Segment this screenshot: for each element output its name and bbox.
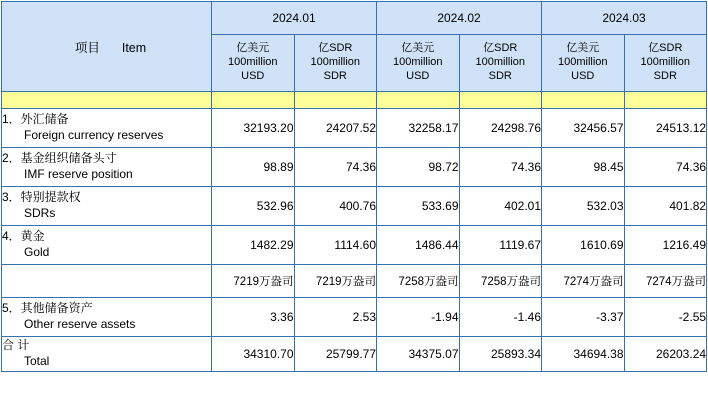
row-label bbox=[2, 298, 212, 337]
header-month-1: 2024.01 bbox=[212, 2, 377, 35]
spacer-cell bbox=[542, 92, 625, 109]
row-label-cn: 3．特别提款权 bbox=[2, 190, 81, 205]
row-label-cn: 5．其他储备资产 bbox=[2, 301, 93, 316]
cell-value: 98.45 bbox=[542, 148, 625, 187]
row-label bbox=[2, 226, 212, 265]
reserve-assets-table bbox=[1, 1, 707, 372]
cell-value: 98.89 bbox=[212, 148, 295, 187]
header-unit-en2: SDR bbox=[323, 69, 347, 82]
header-month-2: 2024.02 bbox=[377, 2, 542, 35]
cell-value: 2.53 bbox=[294, 298, 377, 337]
spacer-cell bbox=[377, 92, 460, 109]
cell-value: 1610.69 bbox=[542, 226, 625, 265]
row-label-cn: 1．外汇储备 bbox=[2, 112, 69, 127]
table-row bbox=[2, 226, 707, 265]
row-label-total bbox=[2, 337, 212, 372]
header-unit-en1: 100million bbox=[310, 56, 361, 69]
header-unit-en1: 100million bbox=[640, 56, 691, 69]
cell-value: 32456.57 bbox=[542, 109, 625, 148]
header-unit-en1: 100million bbox=[393, 56, 443, 69]
cell-value: 24513.12 bbox=[624, 109, 707, 148]
cell-value: 7274万盎司 bbox=[542, 265, 625, 298]
cell-value: 74.36 bbox=[294, 148, 377, 187]
row-label bbox=[2, 109, 212, 148]
spacer-row-highlight bbox=[2, 92, 707, 109]
header-unit-cell bbox=[212, 35, 295, 92]
row-label-cn: 合 计 bbox=[2, 338, 30, 353]
cell-value: 32193.20 bbox=[212, 109, 295, 148]
cell-value: 532.03 bbox=[542, 187, 625, 226]
spacer-cell bbox=[212, 92, 295, 109]
row-label-empty bbox=[2, 265, 212, 298]
cell-value: 7274万盎司 bbox=[624, 265, 707, 298]
cell-value: 7219万盎司 bbox=[294, 265, 377, 298]
cell-value: 401.82 bbox=[624, 187, 707, 226]
spacer-cell bbox=[294, 92, 377, 109]
cell-value: 400.76 bbox=[294, 187, 377, 226]
cell-value: 1216.49 bbox=[624, 226, 707, 265]
cell-value: -2.55 bbox=[624, 298, 707, 337]
table-row bbox=[2, 148, 707, 187]
header-cell-item bbox=[2, 2, 212, 92]
header-unit-cn: 亿SDR bbox=[483, 42, 518, 55]
table-row bbox=[2, 298, 707, 337]
header-unit-en1: 100million bbox=[558, 56, 608, 69]
header-row-months bbox=[2, 2, 707, 35]
cell-value: 3.36 bbox=[212, 298, 295, 337]
cell-value: 24207.52 bbox=[294, 109, 377, 148]
cell-value: -1.94 bbox=[377, 298, 460, 337]
cell-value: 26203.24 bbox=[624, 337, 707, 372]
row-label-cn: 2．基金组织储备头寸 bbox=[2, 151, 117, 166]
cell-value: 7258万盎司 bbox=[459, 265, 542, 298]
cell-value: 1114.60 bbox=[294, 226, 377, 265]
header-unit-cell bbox=[459, 35, 542, 92]
row-label-en: IMF reserve position bbox=[24, 167, 133, 181]
row-label bbox=[2, 148, 212, 187]
row-label-cn: 4．黄金 bbox=[2, 229, 45, 244]
cell-value: 74.36 bbox=[459, 148, 542, 187]
cell-value: -3.37 bbox=[542, 298, 625, 337]
cell-value: 34310.70 bbox=[212, 337, 295, 372]
row-label-en: Gold bbox=[24, 245, 50, 259]
header-unit-en2: SDR bbox=[653, 69, 677, 82]
cell-value: 1486.44 bbox=[377, 226, 460, 265]
header-month-3: 2024.03 bbox=[542, 2, 707, 35]
header-unit-en2: USD bbox=[406, 69, 430, 82]
cell-value: 533.69 bbox=[377, 187, 460, 226]
header-item-cn: 项目 bbox=[74, 40, 100, 55]
cell-value: 7258万盎司 bbox=[377, 265, 460, 298]
cell-value: 24298.76 bbox=[459, 109, 542, 148]
header-unit-cell bbox=[294, 35, 377, 92]
header-unit-cn: 亿SDR bbox=[648, 42, 683, 55]
cell-value: 34694.38 bbox=[542, 337, 625, 372]
spacer-cell bbox=[624, 92, 707, 109]
cell-value: 402.01 bbox=[459, 187, 542, 226]
cell-value: 74.36 bbox=[624, 148, 707, 187]
spacer-cell bbox=[2, 92, 212, 109]
header-unit-cell bbox=[542, 35, 625, 92]
row-label-en: Foreign currency reserves bbox=[24, 128, 164, 142]
header-unit-en2: SDR bbox=[488, 69, 512, 82]
header-unit-en2: USD bbox=[241, 69, 265, 82]
row-label-en: Total bbox=[24, 354, 50, 368]
header-unit-en1: 100million bbox=[227, 56, 278, 69]
cell-value: 1119.67 bbox=[459, 226, 542, 265]
cell-value: 25893.34 bbox=[459, 337, 542, 372]
table-row bbox=[2, 109, 707, 148]
header-unit-cell bbox=[377, 35, 460, 92]
spacer-cell bbox=[459, 92, 542, 109]
row-label-en: SDRs bbox=[24, 206, 56, 220]
cell-value: 98.72 bbox=[377, 148, 460, 187]
table-row bbox=[2, 187, 707, 226]
header-unit-cn: 亿美元 bbox=[401, 42, 435, 55]
header-unit-cell bbox=[624, 35, 707, 92]
header-unit-en2: USD bbox=[571, 69, 595, 82]
header-unit-cn: 亿SDR bbox=[318, 42, 353, 55]
cell-value: 7219万盎司 bbox=[212, 265, 295, 298]
row-label-en: Other reserve assets bbox=[24, 317, 136, 331]
cell-value: 25799.77 bbox=[294, 337, 377, 372]
table-row-gold-weight bbox=[2, 265, 707, 298]
header-unit-cn: 亿美元 bbox=[236, 42, 270, 55]
header-unit-cn: 亿美元 bbox=[566, 42, 600, 55]
row-label bbox=[2, 187, 212, 226]
cell-value: 532.96 bbox=[212, 187, 295, 226]
cell-value: -1.46 bbox=[459, 298, 542, 337]
cell-value: 32258.17 bbox=[377, 109, 460, 148]
reserve-assets-table-sheet bbox=[0, 1, 708, 408]
cell-value: 34375.07 bbox=[377, 337, 460, 372]
cell-value: 1482.29 bbox=[212, 226, 295, 265]
header-unit-en1: 100million bbox=[475, 56, 526, 69]
table-row-total bbox=[2, 337, 707, 372]
header-item-en: Item bbox=[121, 40, 147, 55]
